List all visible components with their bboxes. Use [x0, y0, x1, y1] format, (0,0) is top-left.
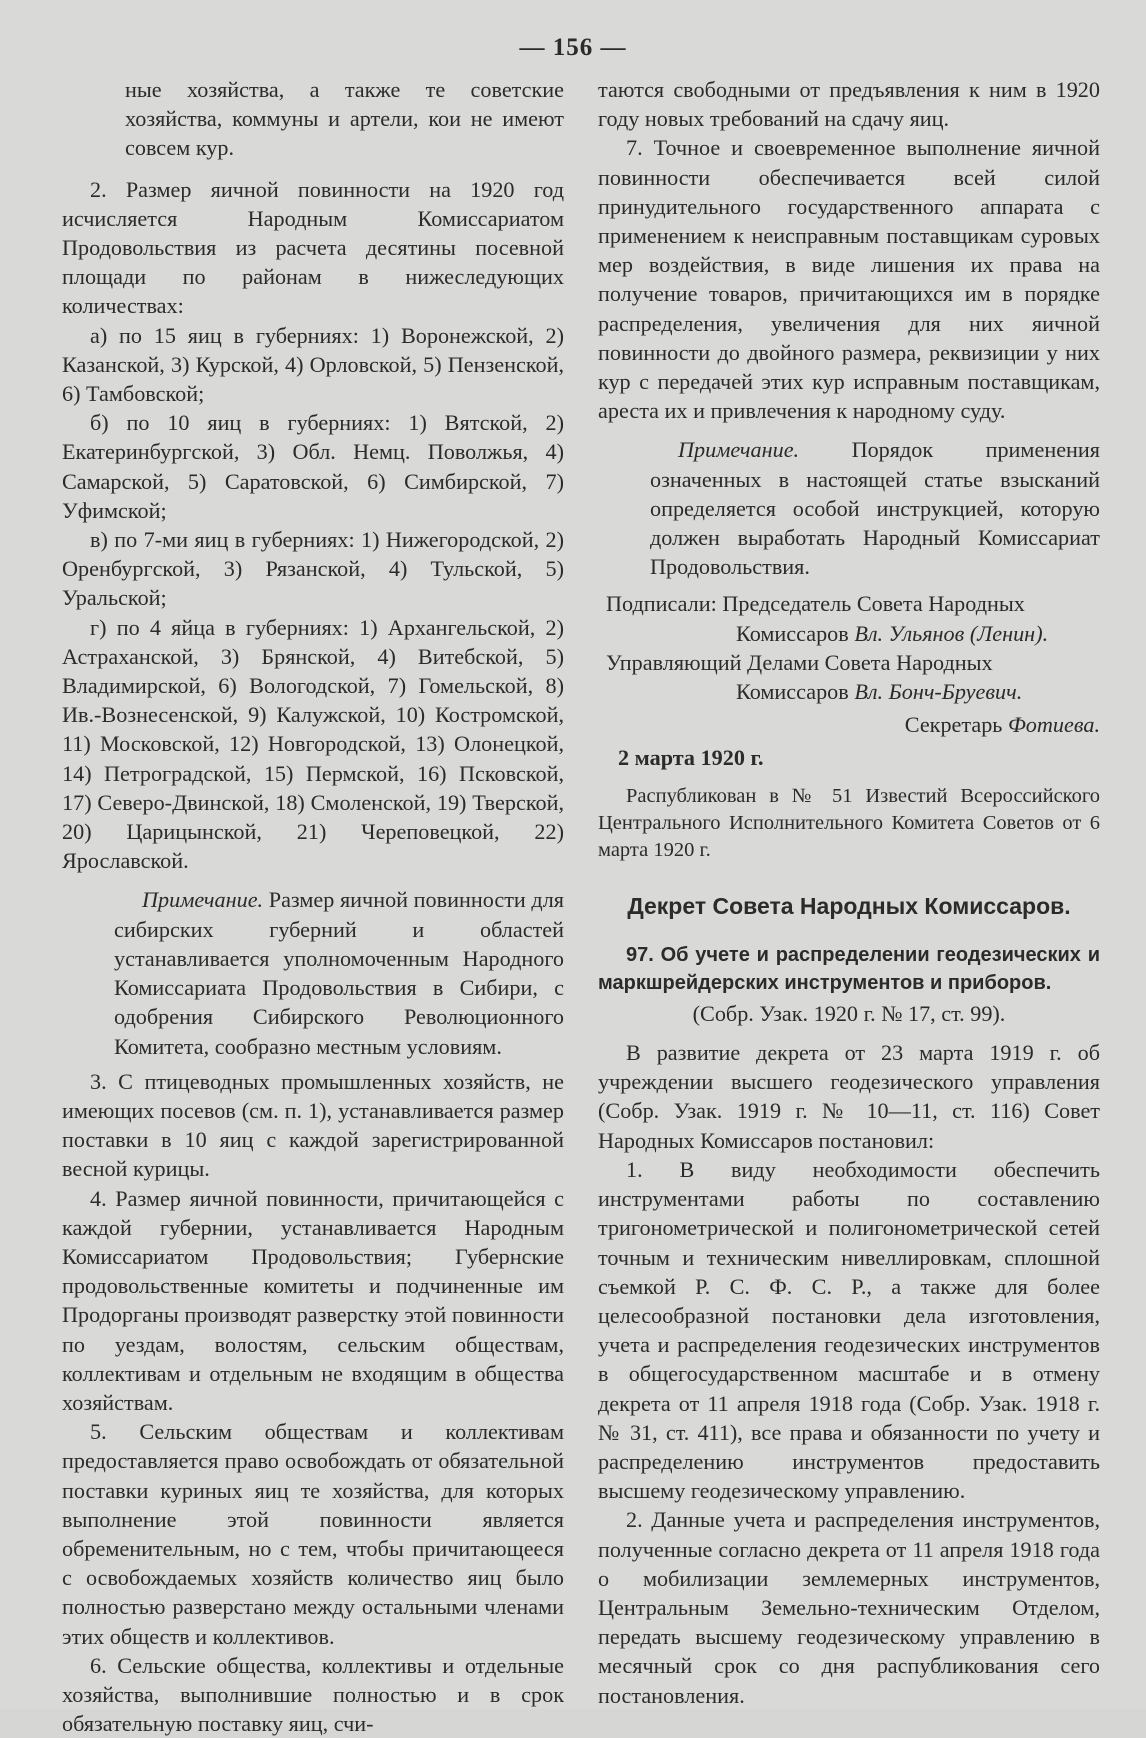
- list-item-b: б) по 10 яиц в губерниях: 1) Вятской, 2) Екатеринбургской, 3) Обл. Немц. Поволжья, 4) Самарской, 5) Саратовской, 6) Симбирской, 7) Уфимской;: [62, 410, 564, 523]
- signer-2-title-cont: Комиссаров: [736, 679, 849, 705]
- note-left: [62, 885, 564, 1060]
- note-text: Размер яичной повинности для сибирских губерний и областей устанавливается уполномоченным Народного Комиссариата Продовольствия в Сибири, с одобрения Сибирского Революционного Комитета, сообразно местным условиям.: [114, 887, 564, 1059]
- article-paragraph-1: 1. В виду необходимости обеспечить инструментами работы по составлению тригонометрической и полигонометрической сетей точным и техническим нивеллировкам, сплошной съемкой Р. С. Ф. С. Р., а также для более целесообразной постановки дела изготовления, учета и распределения геодезических инструментов в общегосударственном масштабе и в отмену декрета от 11 апреля 1918 года (Собр. Узак. 1918 г. № 31, ст. 411), все права и обязанности по учету и распределению инструментов предоставить высшему геодезическому управлению.: [598, 1156, 1100, 1504]
- decree-title: Декрет Совета Народных Комиссаров.: [627, 892, 1071, 919]
- paragraph-6: 6. Сельские общества, коллективы и отдельные хозяйства, выполнившие полностью и в срок обязательную поставку яиц, счи-: [62, 1652, 564, 1737]
- paragraph-4: 4. Размер яичной повинности, причитающейся с каждой губернии, устанавливается Народным Комиссариатом Продовольствия; Губернские продовольственные комитеты и подчиненные им Продорганы производят разверстку этой повинности по уездам, волостям, сельским обществам, коллективам и отдельным не входящим в общества хозяйствам.: [62, 1185, 564, 1415]
- signer-1-name: Вл. Ульянов (Ленин).: [854, 620, 1049, 646]
- signature-line-2: [598, 619, 1100, 648]
- note-text: Порядок применения означенных в настоящей статье взысканий определяется особой инструкцией, которую должен выработать Народный Комиссариат Продовольствия.: [650, 437, 1100, 580]
- signer-3-title: Секретарь: [904, 712, 1003, 738]
- decree-date: 2 марта 1920 г.: [618, 745, 764, 771]
- left-column: [62, 75, 564, 1738]
- paragraph-3: 3. С птицеводных промышленных хозяйств, не имеющих посевов (см. п. 1), устанавливается размер поставки в 10 яиц с каждой зарегистрированной весной курицы.: [62, 1068, 564, 1182]
- right-column: [598, 75, 1100, 1710]
- paragraph-2: 2. Размер яичной повинности на 1920 год исчисляется Народным Комиссариатом Продовольствия из расчета десятины посевной площади по районам в нижеследующих количествах:: [62, 176, 564, 319]
- paragraph-5: 5. Сельским обществам и коллективам предоставляется право освобождать от обязательной поставки куриных яиц те хозяйства, для которых выполнение этой повинности является обременительным, но с тем, чтобы причитающееся с освобождаемых хозяйств количество яиц было полностью разверстано между остальными членами этих обществ и коллективов.: [62, 1419, 564, 1649]
- signature-line-3: [598, 648, 1100, 677]
- signer-2-name: Вл. Бонч-Бруевич.: [854, 679, 1023, 705]
- note-label: Примечание.: [678, 437, 800, 463]
- note-label: Примечание.: [142, 887, 264, 913]
- list-item-g: г) по 4 яйца в губерниях: 1) Архангельской, 2) Астраханской, 3) Брянской, 4) Витебской, 5) Владимирской, 6) Вологодской, 7) Гомельской, 8) Ив.-Вознесенской, 9) Калужской, 10) Костромской, 11) Московской, 12) Новгородской, 13) Олонецкой, 14) Петроградской, 15) Пермской, 16) Псковской, 17) Северо-Двинской, 18) Смоленской, 19) Тверской, 20) Царицынской, 21) Череповецкой, 22) Ярославской.: [62, 614, 564, 874]
- signer-1-title: Председатель Совета Народных: [722, 591, 1025, 617]
- article-title: 97. Об учете и распределении геодезических и маркшрейдерских инструментов и приборов.: [598, 943, 1100, 994]
- paragraph-intro: ные хозяйства, а также те советские хозяйства, коммуны и артели, кои не имеют совсем кур.: [125, 77, 564, 161]
- paragraph-continuation: таются свободными от предъявления к ним в 1920 году новых требований на сдачу яиц.: [598, 77, 1100, 132]
- signature-line-4: [598, 677, 1100, 706]
- signer-1-title-cont: Комиссаров: [736, 620, 849, 646]
- preamble: В развитие декрета от 23 марта 1919 г. об учреждении высшего геодезического управления (Собр. Узак. 1919 г. № 10—11, ст. 116) Совет Народных Комиссаров постановил:: [598, 1040, 1100, 1153]
- note-right: [598, 435, 1100, 581]
- signature-line-1: [598, 589, 1100, 618]
- signer-2-title: Управляющий Делами Совета Народных: [606, 649, 993, 675]
- article-source: (Собр. Узак. 1920 г. № 17, ст. 99).: [692, 1000, 1006, 1026]
- article-paragraph-2: 2. Данные учета и распределения инструментов, полученные согласно декрета от 11 апреля 1918 года о мобилизации землемерных инструментов, Центральным Земельно-техническим Отделом, передать высшему геодезическому управлению в месячный срок со дня распубликования сего постановления.: [598, 1507, 1100, 1708]
- list-item-v: в) по 7-ми яиц в губерниях: 1) Нижегородской, 2) Оренбургской, 3) Рязанской, 4) Тульской, 5) Уральской;: [62, 527, 564, 611]
- list-item-a: а) по 15 яиц в губерниях: 1) Воронежской, 2) Казанской, 3) Курской, 4) Орловской, 5) Пензенской, 6) Тамбовской;: [62, 322, 564, 407]
- signature-line-5: [598, 710, 1100, 739]
- paragraph-7: 7. Точное и своевременное выполнение яичной повинности обеспечивается всей силой принудительного государственного аппарата с применением к неисправным поставщикам суровых мер воздействия, в виде лишения их права на получение товаров, причитающихся им в порядке распределения, увеличения для них яичной повинности до двойного размера, реквизиции у них кур с передачей этих кур исправным поставщикам, ареста их и привлечения к народному суду.: [598, 135, 1100, 424]
- publication-note: Распубликован в № 51 Известий Всероссийского Центрального Исполнительного Комитета Советов от 6 марта 1920 г.: [598, 784, 1100, 861]
- signatures: [598, 589, 1100, 772]
- signed-label: Подписали:: [606, 591, 717, 617]
- page-number: — 156 —: [519, 34, 627, 61]
- signer-3-name: Фотиева.: [1007, 712, 1100, 738]
